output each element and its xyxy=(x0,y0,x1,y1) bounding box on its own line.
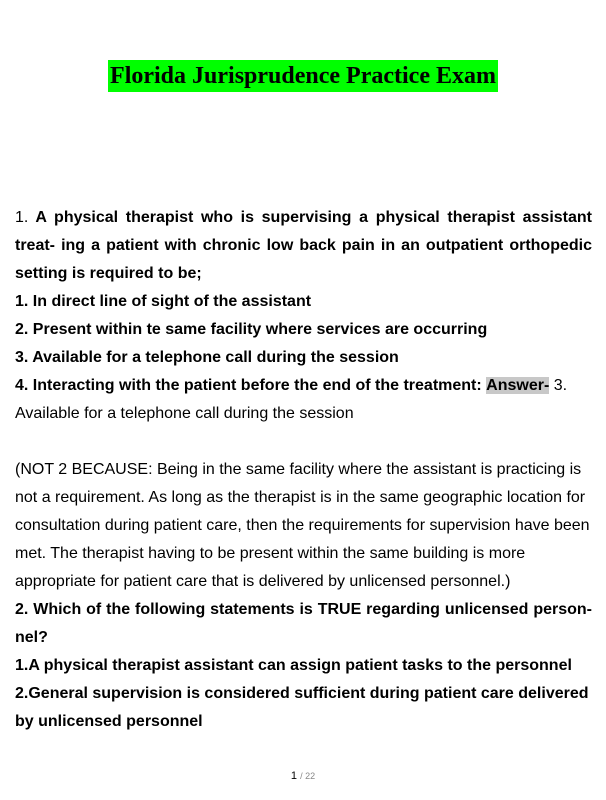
title-container xyxy=(0,60,606,92)
question-2-option-1: 1.A physical therapist assistant can assign patient tasks to the personnel xyxy=(15,657,572,674)
page-total: / 22 xyxy=(300,771,316,781)
page-number: 1 xyxy=(290,770,298,782)
question-1-option-4: 4. Interacting with the patient before the end of the treatment: xyxy=(15,377,482,394)
question-1-option-3: 3. Available for a telephone call during the session xyxy=(15,349,399,366)
question-1-option-2: 2. Present within te same facility where services are occurring xyxy=(15,321,488,338)
page-footer xyxy=(0,770,606,782)
question-2-stem: 2. Which of the following statements is TRUE regarding unlicensed person- nel? xyxy=(15,601,592,646)
question-1-text: A physical therapist who is supervising a physical therapist assistant treat- ing a patient with chronic low back pain in an outpatient orthopedic setting is required to be; xyxy=(15,209,592,282)
answer-label: Answer- xyxy=(486,377,550,394)
question-1-stem xyxy=(15,204,592,288)
question-1-answer: 3. Available for a telephone call during the session xyxy=(15,377,568,422)
spacer xyxy=(15,428,592,456)
document-title: Florida Jurisprudence Practice Exam xyxy=(108,60,498,92)
question-1-explanation: (NOT 2 BECAUSE: Being in the same facility where the assistant is practicing is not a requirement. As long as the therapist is in the same geographic location for consultation during patient care, then the requirements for supervision have been met. The therapist having to be present within the same building is more appropriate for patient care that is delivered by unlicensed personnel.) xyxy=(15,461,590,590)
question-1-option-4-with-answer xyxy=(15,372,592,428)
question-1-number: 1. xyxy=(15,209,29,226)
question-1-option-1: 1. In direct line of sight of the assistant xyxy=(15,293,312,310)
document-body xyxy=(15,204,592,736)
question-2-option-2: 2.General supervision is considered sufficient during patient care delivered by unlicensed personnel xyxy=(15,685,589,730)
